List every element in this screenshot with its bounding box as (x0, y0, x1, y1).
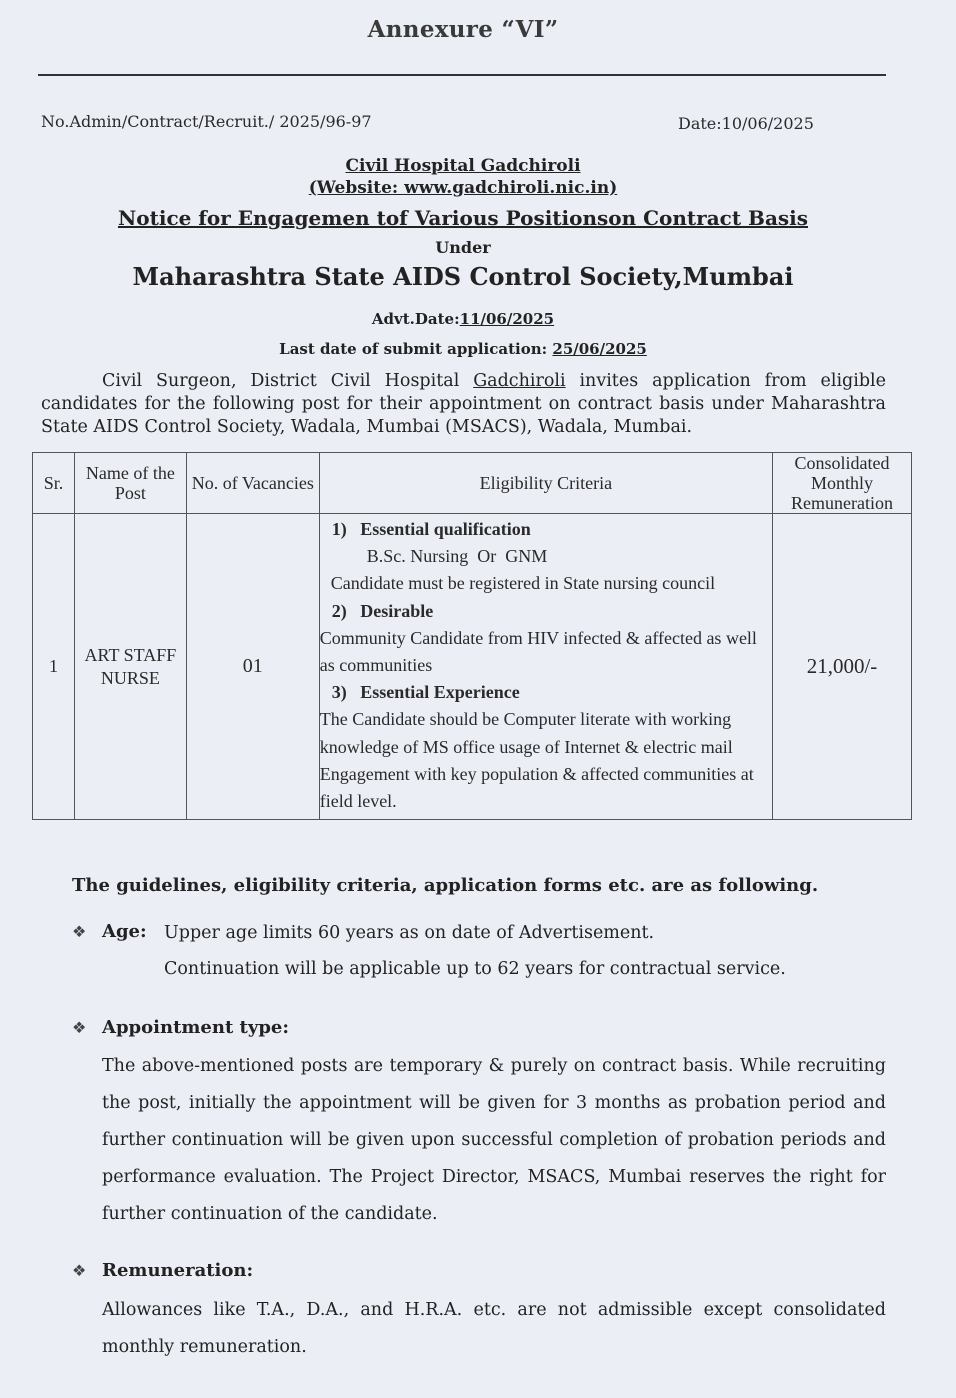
criteria-heading-desirable: 2) Desirable (331, 600, 434, 621)
table-header-row (33, 453, 912, 514)
organization-name: Civil Hospital Gadchiroli (345, 156, 581, 176)
notice-title: Notice for Engagemen tof Various Positionson Contract Basis (117, 206, 809, 230)
cell-post: ART STAFF NURSE (74, 514, 186, 820)
header-post: Name of the Post (74, 453, 186, 514)
remuneration-text: Allowances like T.A., D.A., and H.R.A. etc. are not admissible except consolidated monthly remuneration. (102, 1300, 886, 1357)
age-line-2: Continuation will be applicable up to 62 years for contractual service. (164, 959, 786, 979)
cell-eligibility (319, 514, 772, 820)
intro-place: Gadchiroli (473, 371, 566, 391)
notice-date: Date:10/06/2025 (678, 114, 814, 133)
header-vacancies: No. of Vacancies (186, 453, 319, 514)
guidelines-heading: The guidelines, eligibility criteria, application forms etc. are as following. (72, 875, 819, 896)
diamond-bullet-icon: ❖ (72, 922, 87, 941)
header-rule (38, 74, 886, 76)
last-date-value: 25/06/2025 (552, 340, 647, 358)
criteria-experience-1: The Candidate should be Computer literate with working knowledge of MS office usage of Internet & electric mail (319, 709, 733, 757)
reference-number: No.Admin/Contract/Recruit./ 2025/96-97 (41, 112, 372, 131)
under-label: Under (435, 238, 491, 257)
cell-remuneration: 21,000/- (773, 514, 912, 820)
advt-date-value: 11/06/2025 (459, 310, 555, 328)
diamond-bullet-icon: ❖ (72, 1018, 87, 1037)
criteria-desirable: Community Candidate from HIV infected & affected as well as communities (319, 627, 757, 676)
intro-part2: invites application from eligible candidates for the following post for their appointment on contract basis under Maharashtra State AIDS Control Society, Wadala, Mumbai (MSACS), Wadala, Mumbai. (41, 371, 887, 437)
advertisement-date (0, 310, 926, 328)
appointment-text: The above-mentioned posts are temporary & purely on contract basis. While recruiting the post, initially the appointment will be given for 3 months as probation period and further continuation will be given upon successful completion of probation periods and performance evaluation. The Project Director, MSACS, Mumbai reserves the right for further continuation of the candidate. (102, 1056, 886, 1224)
intro-paragraph (41, 370, 886, 439)
appointment-label: Appointment type: (102, 1017, 290, 1038)
vacancy-table (32, 452, 912, 820)
advt-date-label: Advt.Date: (371, 310, 460, 328)
header-remuneration: Consolidated Monthly Remuneration (773, 453, 912, 514)
criteria-heading-experience: 3) Essential Experience (331, 682, 520, 703)
criteria-registration: Candidate must be registered in State nursing council (330, 573, 716, 594)
header-eligibility: Eligibility Criteria (319, 453, 772, 514)
last-date-label: Last date of submit application: (279, 340, 553, 358)
cell-vacancies: 01 (186, 514, 319, 820)
last-date (0, 340, 926, 358)
intro-part1: Civil Surgeon, District Civil Hospital (102, 371, 474, 391)
table-row (33, 514, 912, 820)
diamond-bullet-icon: ❖ (72, 1261, 87, 1280)
annexure-title: Annexure “VI” (367, 16, 559, 43)
criteria-experience-2: Engagement with key population & affected communities at field level. (319, 763, 754, 812)
criteria-qualification: B.Sc. Nursing Or GNM (366, 546, 548, 567)
remuneration-label: Remuneration: (102, 1260, 254, 1281)
society-name: Maharashtra State AIDS Control Society,Mumbai (132, 262, 794, 291)
header-sr: Sr. (33, 453, 75, 514)
website-link[interactable]: (Website: www.gadchiroli.nic.in) (308, 178, 618, 198)
age-label: Age: (102, 921, 147, 942)
age-line-1: Upper age limits 60 years as on date of Advertisement. (164, 923, 655, 943)
cell-sr: 1 (33, 514, 75, 820)
criteria-heading-qualification: 1) Essential qualification (331, 519, 531, 539)
